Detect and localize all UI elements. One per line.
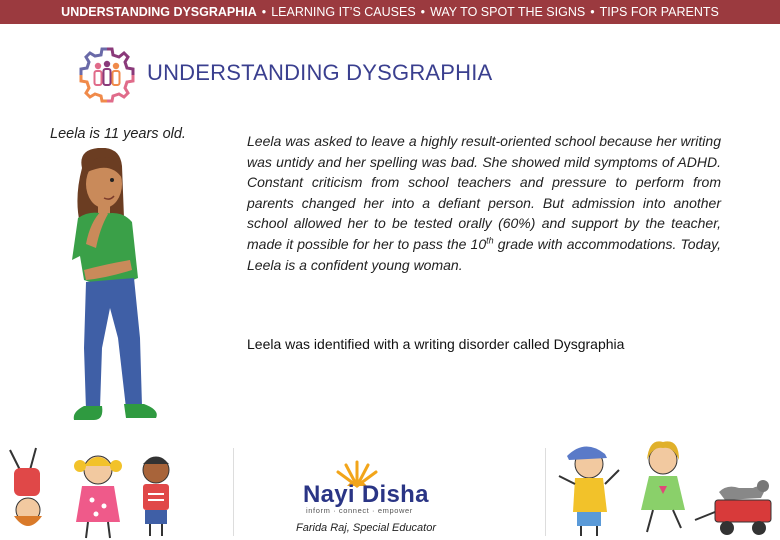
story-paragraph	[247, 131, 721, 275]
story-text-end: grade with accommodations. Today, Leela is a confident young woman.	[247, 235, 721, 273]
banner-item-signs: WAY TO SPOT THE SIGNS	[430, 5, 586, 19]
page-title: UNDERSTANDING DYSGRAPHIA	[147, 60, 493, 85]
banner-item-causes: LEARNING IT’S CAUSES	[271, 5, 416, 19]
author-credit: Farida Raj, Special Educator	[296, 522, 437, 534]
top-banner	[0, 0, 780, 24]
logo-tagline: inform · connect · empower	[306, 506, 413, 515]
divider	[233, 448, 234, 536]
banner-separator: •	[590, 5, 595, 19]
kids-right-illustration	[555, 432, 780, 540]
banner-separator: •	[420, 5, 426, 19]
logo-name: Nayi Disha	[303, 481, 429, 508]
gear-people-icon	[78, 46, 136, 104]
divider	[545, 448, 546, 536]
kids-left-illustration	[0, 440, 185, 540]
story-superscript: th	[486, 235, 494, 246]
leela-illustration	[60, 148, 170, 430]
banner-item-understanding: UNDERSTANDING DYSGRAPHIA	[61, 5, 257, 19]
identified-statement: Leela was identified with a writing disorder called Dysgraphia	[247, 336, 625, 352]
age-caption: Leela is 11 years old.	[50, 126, 186, 142]
banner-separator: •	[261, 5, 267, 19]
story-text-start: Leela was asked to leave a highly result-oriented school because her writing was untidy and her spelling was bad. She showed mild symptoms of ADHD. Constant criticism from school teachers and pressure to perform from parents changed her into a defiant person. But admission into another school allowed her to be tested orally (60%) and support by the teacher, made it possible for her to pass the 10	[247, 133, 721, 252]
banner-item-tips: TIPS FOR PARENTS	[599, 5, 719, 19]
